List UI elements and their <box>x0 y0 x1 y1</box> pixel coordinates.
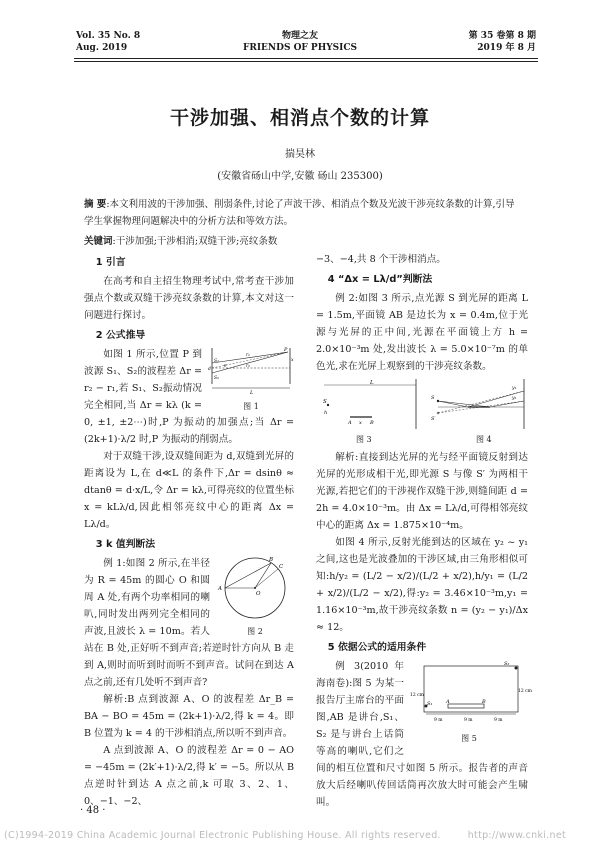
fig1-label: S₁ <box>214 359 219 364</box>
fig2-label: C <box>279 564 284 570</box>
fig2-label: O <box>256 591 261 597</box>
fig1-label: S₂ <box>214 376 219 381</box>
paragraph-solution-2b: 如图 4 所示,反射光能到达的区域在 y₂ ~ y₁ 之间,这也是光波叠加的干涉区域,由三角形相似可知:h/y₂ = (L/2 − x/2)/(L/2 + x/2),h/y₁ = (L/2 + x/2)/(L/2 − x/2),得:y₂ = 3.46×10⁻³m,y₁ = 1.16×10⁻³m,故干涉亮纹条数 n = (y₂ − y₁)/Δx ≈ 12。 <box>316 537 528 633</box>
fig5-label: S₂ <box>504 661 510 667</box>
fig5-label: 12 cm <box>410 693 424 698</box>
fig2-label: B <box>269 557 274 563</box>
header-issue-cn: 第 35 卷第 8 期 <box>468 31 536 41</box>
figure-5-caption: 图 5 <box>461 734 477 743</box>
fig4-label: S′ <box>431 416 436 422</box>
keywords-text: :干涉加强;干涉相消;双缝干涉;亮纹条数 <box>112 236 278 247</box>
article-title: 干涉加强、相消点个数的计算 <box>169 107 430 129</box>
fig1-label: r₁ <box>246 353 250 358</box>
figure-4-diagram <box>428 377 528 433</box>
fig1-label: L <box>250 390 254 396</box>
header-volume: Vol. 35 No. 8 <box>76 31 141 41</box>
header-date: Aug. 2019 <box>76 43 128 53</box>
header-journal-cn: 物理之友 <box>281 31 318 41</box>
figure-3-diagram <box>320 377 420 433</box>
header-rule-thin <box>74 61 538 62</box>
fig5-label: 9 m <box>434 718 443 723</box>
fig5-label: A <box>446 699 450 705</box>
section-heading-4: 4 “Δx = Lλ/d”判断法 <box>327 274 433 285</box>
section-heading-3: 3 k 值判断法 <box>95 539 156 550</box>
header-month-cn: 2019 年 8 月 <box>477 43 536 53</box>
fig4-label: y₂ <box>512 396 517 401</box>
paragraph-example-1: 例 1:如图 2 所示,在半径为 R = 45m 的圆心 O 和圆周 A 处,有两个功率相同的喇叭,同时发出两列完全相同的声波,且波长 λ = 10m。若人站在 B 处,正好听不到声音;若逆时针方向从 B 走到 A,则时而听到时而听不到声音。试问在到达 A 点之前,还有几处听不到声音? <box>84 558 294 688</box>
paragraph-example-2: 例 2:如图 3 所示,点光源 S 到光屏的距离 L = 1.5m,平面镜 AB 是边长为 x = 0.4m,位于光源与光屏的正中间,光源在平面镜上方 h = 2.0×10⁻³m 处,发出波长 λ = 5.0×10⁻⁷m 的单色光,求在光屏上观察到的干涉亮纹条数。 <box>316 293 528 372</box>
paragraph-solution-1c: −3、−4,共 8 个干涉相消点。 <box>316 254 446 265</box>
figure-5-diagram <box>410 658 532 728</box>
running-header <box>0 0 600 78</box>
footer-url[interactable]: http://www.cnki.net <box>467 830 566 841</box>
fig1-label: P <box>284 347 288 353</box>
figure-2-caption: 图 2 <box>247 627 263 636</box>
author: 揣昊林 <box>285 149 315 160</box>
abstract-text: :本文利用波的干涉加强、削弱条件,讨论了声波干涉、相消点个数及光波干涉亮纹条数的计算,引导学生掌握物理问题解决中的分析方法和等效方法。 <box>84 199 515 227</box>
section-heading-2: 2 公式推导 <box>95 330 146 341</box>
copyright-text: (C)1994-2019 China Academic Journal Electronic Publishing House. All rights reserved. <box>4 830 441 841</box>
fig3-label: S <box>323 399 327 405</box>
figure-3-caption: 图 3 <box>356 435 372 444</box>
fig3-label: L <box>370 380 374 386</box>
figure-4-caption: 图 4 <box>476 435 492 444</box>
fig3-label: B <box>370 420 374 426</box>
fig1-label: x <box>291 358 294 363</box>
left-column <box>84 251 294 810</box>
figure-1-caption: 图 1 <box>243 402 259 411</box>
fig4-label: S <box>431 395 435 401</box>
header-right <box>469 30 536 54</box>
header-journal-en: FRIENDS OF PHYSICS <box>242 43 358 53</box>
section-heading-5: 5 依据公式的适用条件 <box>327 642 427 653</box>
fig4-label: y₁ <box>512 386 517 391</box>
paragraph-solution-1a: 解析:B 点到波源 A、O 的波程差 Δr_B = BA − BO = 45m = (2k+1)·λ/2,得 k = 4。即 B 位置为 k = 4 的干涉相消点,所以听不到声音。 <box>84 694 294 739</box>
abstract <box>84 196 524 230</box>
fig1-label: θ <box>224 363 227 368</box>
fig3-label: A <box>348 420 352 426</box>
abstract-label: 摘 要 <box>84 199 107 210</box>
fig5-label: S₁ <box>427 701 433 707</box>
paragraph-derivation-2: 对于双缝干涉,设双缝间距为 d,双缝到光屏的距离设为 L,在 d≪L 的条件下,Δr = dsinθ ≈ dtanθ = d·x/L,令 Δr = kλ,可得亮纹的位置坐标 x = kLλ/d,因此相邻亮纹中心的距离 Δx = Lλ/d。 <box>84 451 294 530</box>
fig5-label: 12 cm <box>518 689 532 694</box>
figures-3-4 <box>316 377 528 447</box>
fig3-label: h <box>324 410 328 416</box>
fig1-label: r₂ <box>246 364 250 369</box>
fig5-label: 9 m <box>464 718 473 723</box>
fig1-label: d <box>208 367 211 372</box>
figure-5 <box>410 658 532 744</box>
keywords <box>84 233 524 250</box>
fig3-label: x <box>359 420 362 426</box>
fig5-label: B <box>482 699 486 705</box>
paragraph-intro: 在高考和自主招生物理考试中,常考查干涉加强点个数或双缝干涉亮纹条数的计算,本文对这一问题进行探讨。 <box>84 276 294 321</box>
fig2-label: A <box>218 586 222 592</box>
affiliation: (安徽省砀山中学,安徽 砀山 235300) <box>217 171 383 182</box>
paragraph-solution-1b: A 点到波源 A、O 的波程差 Δr = 0 − AO = −45m = (2k′+1)·λ/2,得 k′ = −5。所以从 B 点逆时针到达 A 点之前,k 可取 3、2、1、0、−1、−2、 <box>84 745 294 807</box>
right-column <box>316 251 532 811</box>
fig5-label: 9 m <box>494 718 503 723</box>
paragraph-example-3: 例 3(2010 年海南卷):图 5 为某一报告厅主席台的平面图,AB 是讲台,S₁、S₂ 是与讲台上话筒等高的喇叭,它们之间的相互位置和尺寸如图 5 所示。报告者的声音放大后经喇叭传回话筒再次放大时可能会产生啸叫。 <box>316 661 528 808</box>
header-rule <box>74 58 538 59</box>
page-number: · 48 · <box>80 805 106 816</box>
figure-2 <box>216 555 294 637</box>
paragraph-solution-2a: 解析:直接到达光屏的光与经平面镜反射到达光屏的光形成相干光,即光源 S 与像 S′ 为两相干光源,若把它们的干涉视作双缝干涉,则缝间距 d = 2h = 4.0×10⁻³m。由 Δx = Lλ/d,可得相邻亮纹中心的距离 Δx = 1.875×10⁻⁴m。 <box>316 452 528 531</box>
keywords-label: 关键词 <box>84 236 113 247</box>
section-heading-1: 1 引言 <box>95 257 126 268</box>
figure-1-diagram <box>208 346 294 396</box>
figure-1 <box>208 346 294 412</box>
figure-2-diagram <box>216 555 294 621</box>
paragraph-derivation-1: 如图 1 所示,位置 P 到波源 S₁、S₂的波程差 Δr = r₂ − r₁,若 S₁、S₂振动情况完全相同,当 Δr = kλ (k = 0, ±1, ±2⋯)时,P 为振动的加强点;当 Δr = (2k+1)·λ/2 时,P 为振动的削弱点。 <box>84 349 294 445</box>
